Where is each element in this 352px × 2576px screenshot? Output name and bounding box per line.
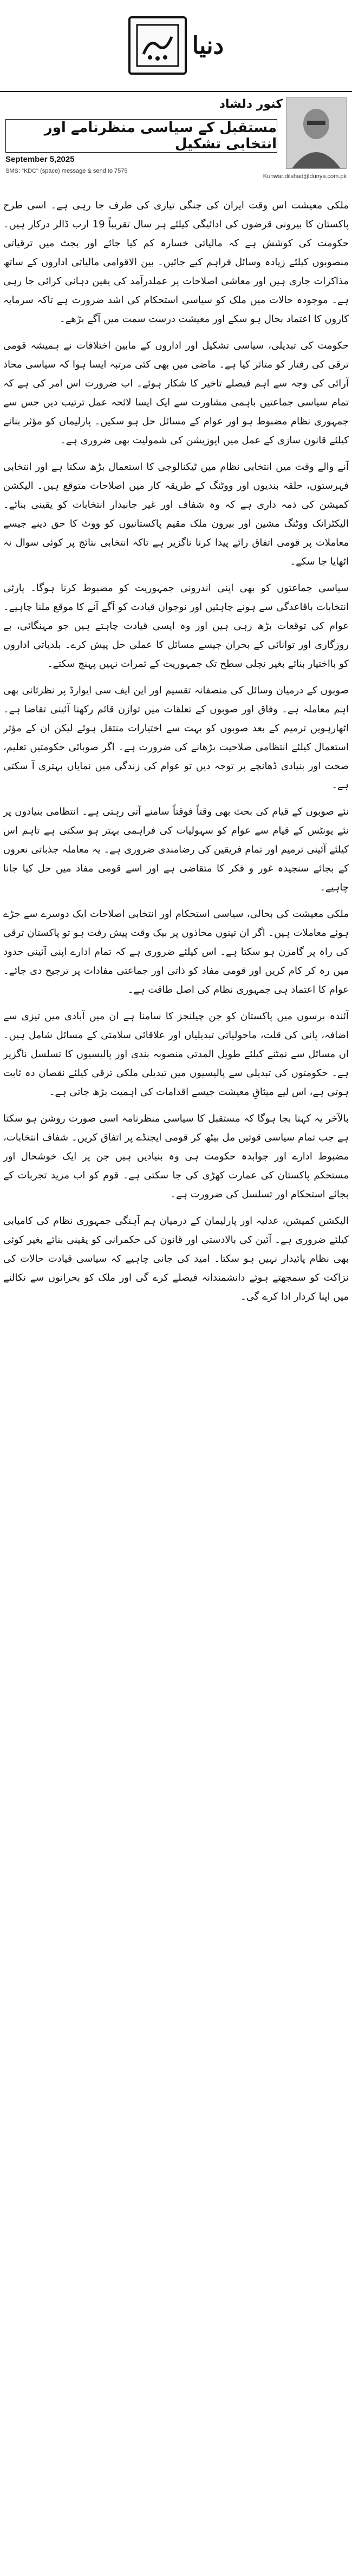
article-paragraph: ملکی معیشت اس وقت ایران کی جنگی تیاری کی طرف جا رہی ہے۔ اسی طرح پاکستان کا بیرونی قرضوں کی ادائیگی کیلئے ہر سال تقریباً 19 ارب ڈالر درکار ہیں۔ حکومت کی کوشش ہے کہ مالیاتی خسارہ کم کیا جائے اور بجٹ میں ترقیاتی منصوبوں کیلئے زیادہ وسائل فراہم کیے جائیں۔ بین الاقوامی مالیاتی اداروں کے ساتھ مذاکرات جاری ہیں اور معاشی اصلاحات پر عملدرآمد کی یقین دہانی کرائی جا رہی ہے۔ موجودہ حالات میں ملک کو سیاسی استحکام کی اشد ضرورت ہے تاکہ سرمایہ کاروں کا اعتماد بحال ہو سکے اور معیشت درست سمت میں آگے بڑھے۔	[3, 200, 349, 325]
article-paragraph: صوبوں کے درمیان وسائل کی منصفانہ تقسیم اور این ایف سی ایوارڈ پر نظرثانی بھی اہم معاملہ ہے۔ وفاق اور صوبوں کے تعلقات میں توازن قائم رکھنا آئینی تقاضا ہے۔ اٹھارہویں ترمیم کے بعد صوبوں کو بہت سے اختیارات منتقل ہوئے لیکن ان کے مؤثر استعمال کیلئے انتظامی صلاحیت بڑھانے کی ضرورت ہے۔ اگر صوبائی حکومتیں تعلیم، صحت اور بنیادی ڈھانچے پر توجہ دیں تو عوام کی زندگی میں نمایاں بہتری آ سکتی ہے۔	[3, 685, 349, 791]
column-headline: مستقبل کے سیاسی منظرنامے اور انتخابی تشکیل	[5, 119, 277, 153]
publish-date: September 5,2025	[5, 155, 75, 164]
masthead	[0, 0, 352, 91]
article-paragraph: بالآخر یہ کہنا بجا ہوگا کہ مستقبل کا سیاسی منظرنامہ اسی صورت روشن ہو سکتا ہے جب تمام سیاسی قوتیں مل بیٹھ کر قومی ایجنڈے پر اتفاق کریں۔ شفاف انتخابات، مضبوط ادارے اور جوابدہ حکومت ہی وہ بنیادیں ہیں جن پر ایک خوشحال اور مستحکم پاکستان کی عمارت کھڑی کی جا سکتی ہے۔ قوم کو اب مزید تجربات کے بجائے استحکام اور تسلسل کی ضرورت ہے۔	[3, 1113, 349, 1200]
article-paragraph: آئندہ برسوں میں پاکستان کو جن چیلنجز کا سامنا ہے ان میں آبادی میں تیزی سے اضافہ، پانی کی قلت، ماحولیاتی تبدیلیاں اور علاقائی سلامتی کے مسائل شامل ہیں۔ ان مسائل سے نمٹنے کیلئے طویل المدتی منصوبہ بندی اور پالیسیوں کا تسلسل ناگزیر ہے۔ حکومتوں کی تبدیلی سے پالیسیوں میں تبدیلی ملکی ترقی کیلئے نقصان دہ ثابت ہوتی ہے، اس لیے میثاقِ معیشت جیسے اقدامات کی اہمیت بڑھ جاتی ہے۔	[3, 1011, 349, 1098]
article-paragraph: الیکشن کمیشن، عدلیہ اور پارلیمان کے درمیان ہم آہنگی جمہوری نظام کی کامیابی کیلئے ضروری ہے۔ آئین کی بالادستی اور قانون کی حکمرانی کو یقینی بنائے بغیر کوئی بھی نظام پائیدار نہیں ہو سکتا۔ امید کی جانی چاہیے کہ سیاسی قیادت حالات کی نزاکت کو سمجھتے ہوئے دانشمندانہ فیصلے کرے گی اور ملک کو بحرانوں سے نکالنے میں اپنا کردار ادا کرے گی۔	[3, 1215, 349, 1302]
newspaper-logo-icon	[134, 22, 181, 69]
article-paragraph: حکومت کی تبدیلی، سیاسی تشکیل اور اداروں کے مابین اختلافات نے ہمیشہ قومی ترقی کی رفتار کو متاثر کیا ہے۔ ماضی میں بھی کئی مرتبہ ایسا ہوا کہ سیاسی محاذ آرائی کی وجہ سے اہم فیصلے تاخیر کا شکار ہوئے۔ اب ضرورت اس امر کی ہے کہ تمام سیاسی جماعتیں باہمی مشاورت سے ایک ایسا لائحہ عمل ترتیب دیں جس سے جمہوری نظام مضبوط ہو اور عوام کے مسائل حل ہو سکیں۔ پارلیمان کو مؤثر بنانے کیلئے قانون سازی کے عمل میں اپوزیشن کی شمولیت بھی ضروری ہے۔	[3, 340, 349, 446]
article-paragraph: سیاسی جماعتوں کو بھی اپنی اندرونی جمہوریت کو مضبوط کرنا ہوگا۔ پارٹی انتخابات باقاعدگی سے ہونے چاہئیں اور نوجوان قیادت کو آگے آنے کا موقع ملنا چاہیے۔ عوام کی توقعات بڑھ رہی ہیں اور وہ ایسی قیادت چاہتے ہیں جو مہنگائی، بے روزگاری اور توانائی کے بحران جیسے مسائل کا عملی حل پیش کرے۔ بلدیاتی اداروں کو بااختیار بنائے بغیر نچلی سطح تک جمہوریت کے ثمرات نہیں پہنچ سکتے۔	[3, 582, 349, 670]
logo-emblem	[128, 16, 187, 75]
article-paragraph: ملکی معیشت کی بحالی، سیاسی استحکام اور انتخابی اصلاحات ایک دوسرے سے جڑے ہوئے معاملات ہیں۔ اگر ان تینوں محاذوں پر بیک وقت پیش رفت ہو تو پاکستان ترقی کی راہ پر گامزن ہو سکتا ہے۔ اس کیلئے ضروری ہے کہ تمام ادارے اپنی آئینی حدود میں رہ کر کام کریں اور قومی مفاد کو ذاتی اور جماعتی مفادات پر ترجیح دی جائے۔ عوام کا اعتماد ہی جمہوری نظام کی اصل طاقت ہے۔	[3, 908, 349, 995]
article-body	[3, 196, 349, 2567]
article-paragraph: آنے والے وقت میں انتخابی نظام میں ٹیکنالوجی کا استعمال بڑھ سکتا ہے اور انتخابی فہرستوں، حلقہ بندیوں اور ووٹنگ کے طریقہ کار میں اصلاحات متوقع ہیں۔ الیکشن کمیشن کی ذمہ داری ہے کہ وہ شفاف اور غیر جانبدار انتخابات کو یقینی بنائے۔ الیکٹرانک ووٹنگ مشین اور بیرون ملک مقیم پاکستانیوں کو ووٹ کا حق دینے جیسے معاملات پر قومی اتفاق رائے پیدا کرنا ناگزیر ہے تاکہ انتخابی نتائج پر کوئی سوال نہ اٹھایا جا سکے۔	[3, 461, 349, 567]
article-paragraph: نئے صوبوں کے قیام کی بحث بھی وقتاً فوقتاً سامنے آتی رہتی ہے۔ انتظامی بنیادوں پر نئے یونٹس کے قیام سے عوام کو سہولیات کی فراہمی بہتر ہو سکتی ہے تاہم اس کیلئے آئینی ترمیم اور تمام فریقین کی رضامندی ضروری ہے۔ یہ معاملہ جذباتی نعروں کے بجائے سنجیدہ غور و فکر کا متقاضی ہے اور اسے قومی مفاد میں حل کیا جانا چاہیے۔	[3, 806, 349, 893]
sms-instruction: SMS: "KDC" (space) message & send to 7575	[5, 168, 128, 174]
logo-text: دنیا	[192, 31, 224, 60]
author-email[interactable]: Kunwar.dilshad@dunya.com.pk	[263, 173, 347, 180]
author-photo	[286, 97, 347, 169]
column-header	[0, 91, 352, 195]
logo	[128, 16, 224, 75]
author-name: کنور دلشاد	[219, 97, 283, 111]
author-portrait-icon	[286, 98, 346, 168]
